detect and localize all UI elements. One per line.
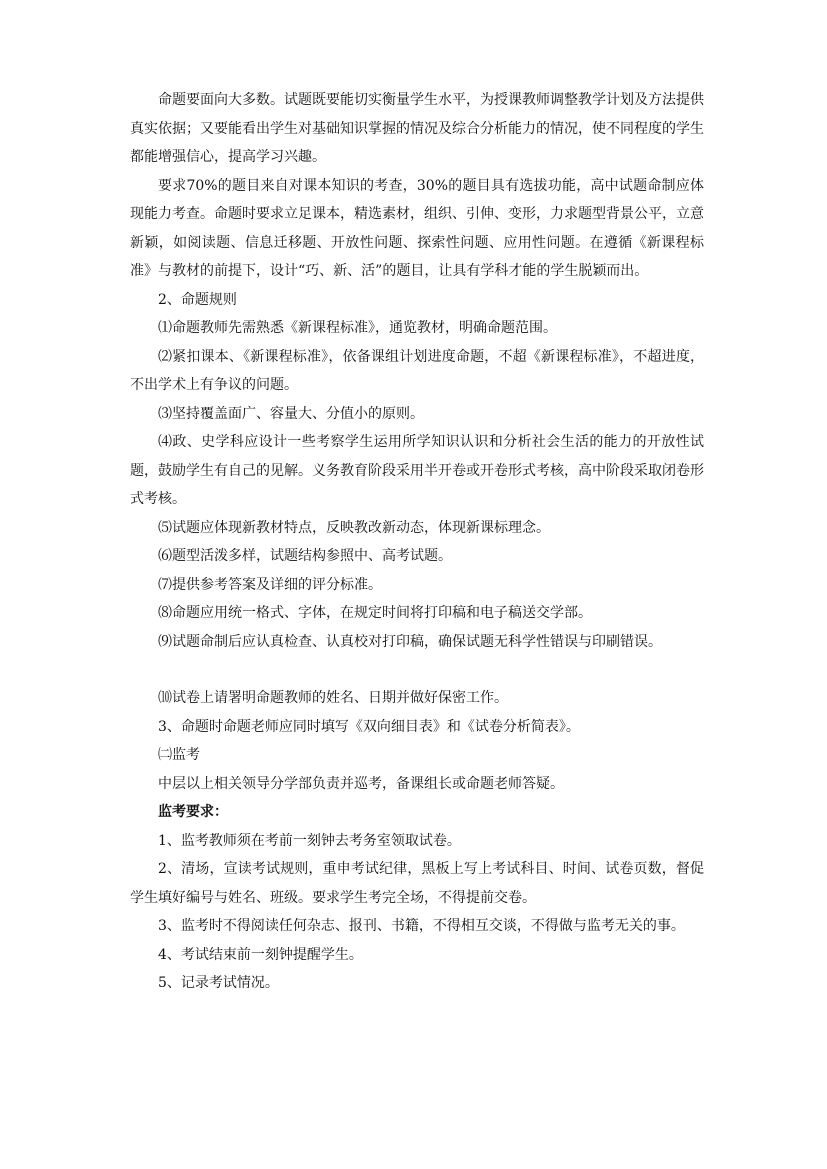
rule-item-10: ⑽试卷上请署明命题教师的姓名、日期并做好保密工作。 <box>158 690 508 706</box>
requirement-item-1: 1、监考教师须在考前一刻钟去考务室领取试卷。 <box>158 832 461 849</box>
section-heading-rules: 2、命题规则 <box>158 291 237 308</box>
blank-line <box>130 656 704 684</box>
rule-item-5: ⑸试题应体现新教材特点，反映教改新动态，体现新课标理念。 <box>158 519 550 536</box>
requirement-item-5: 5、记录考试情况。 <box>158 975 279 991</box>
paragraph-fill-forms: 3、命题时命题老师应同时填写《双向细目表》和《试卷分析简表》。 <box>158 718 580 735</box>
requirement-item-2: 2、清场，宣读考试规则，重申考试纪律，黑板上写上考试科目、时间、试卷页数，督促学生填好编号与姓名、班级。要求学生考完全场，不得提前交卷。 <box>130 861 704 906</box>
rule-item-7: ⑺提供参考答案及详细的评分标准。 <box>158 576 382 593</box>
section-heading-invigilation: ㈡监考 <box>158 747 200 763</box>
document-body <box>130 86 704 998</box>
paragraph-patrol: 中层以上相关领导分学部负责并巡考，备课组长或命题老师答疑。 <box>158 775 564 792</box>
rule-item-8: ⑻命题应用统一格式、字体，在规定时间将打印稿和电子稿送交学部。 <box>158 605 592 621</box>
rule-item-9: ⑼试题命制后应认真检查、认真校对打印稿，确保试题无科学性错误与印刷错误。 <box>158 633 662 650</box>
rule-item-6: ⑹题型活泼多样，试题结构参照中、高考试题。 <box>158 548 452 564</box>
rule-item-1: ⑴命题教师先需熟悉《新课程标准》，通览教材，明确命题范围。 <box>158 320 557 336</box>
rule-item-4: ⑷政、史学科应设计一些考察学生运用所学知识认识和分析社会生活的能力的开放性试题，鼓励学生有自己的见解。义务教育阶段采用半开卷或开卷形式考核，高中阶段采取闭卷形式考核。 <box>130 434 704 507</box>
paragraph-question-ratio: 要求70%的题目来自对课本知识的考查，30%的题目具有选拔功能，高中试题命制应体现能力考查。命题时要求立足课本，精选素材，组织、引伸、变形，力求题型背景公平，立意新颖，如阅读题、信息迁移题、开放性问题、探索性问题、应用性问题。在遵循《新课程标准》与教材的前提下，设计“巧、新、活”的题目，让具有学科才能的学生脱颖而出。 <box>130 177 704 279</box>
rule-item-3: ⑶坚持覆盖面广、容量大、分值小的原则。 <box>158 405 424 422</box>
requirement-item-4: 4、考试结束前一刻钟提醒学生。 <box>158 946 363 963</box>
paragraph-exam-scope: 命题要面向大多数。试题既要能切实衡量学生水平，为授课教师调整教学计划及方法提供真实依据；又要能看出学生对基础知识掌握的情况及综合分析能力的情况，使不同程度的学生都能增强信心，提高学习兴趣。 <box>130 92 704 165</box>
subheading-invigilation-requirements: 监考要求： <box>158 804 228 820</box>
rule-item-2: ⑵紧扣课本、《新课程标准》，依备课组计划进度命题，不超《新课程标准》，不超进度，不出学术上有争议的问题。 <box>130 348 704 393</box>
requirement-item-3: 3、监考时不得阅读任何杂志、报刊、书籍，不得相互交谈，不得做与监考无关的事。 <box>158 918 685 934</box>
